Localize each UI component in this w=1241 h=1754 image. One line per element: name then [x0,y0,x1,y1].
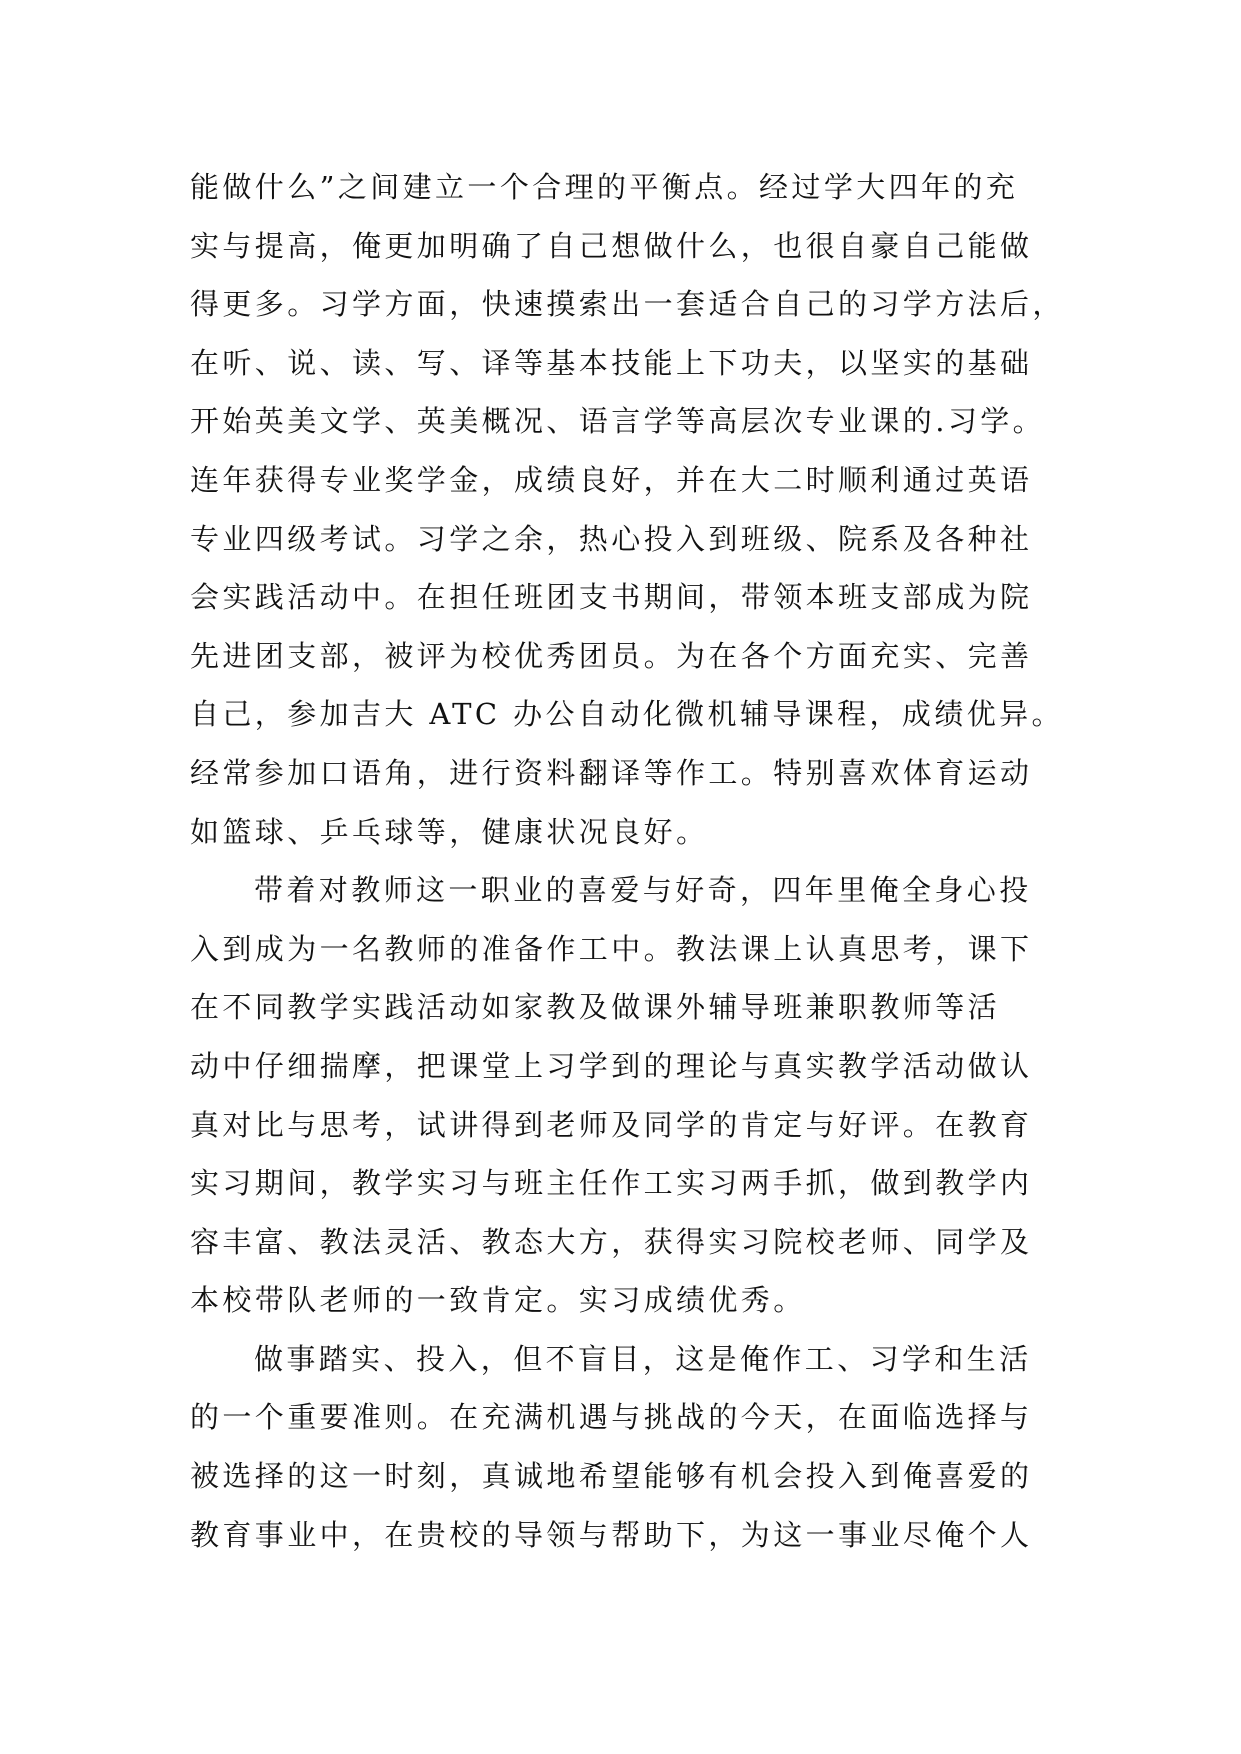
text-line: 得更多。习学方面，快速摸索出一套适合自己的习学方法后， [190,287,1065,322]
text-line: 的一个重要准则。在充满机遇与挑战的今天，在面临选择与 [190,1400,1033,1435]
paragraph-first-line: 做事踏实、投入，但不盲目，这是俺作工、习学和生活 [254,1341,1032,1376]
text-line: 实与提高，俺更加明确了自己想做什么，也很自豪自己能做 [190,228,1033,263]
text-line: 能做什么”之间建立一个合理的平衡点。经过学大四年的充 [190,170,1019,204]
text-line: 开始英美文学、英美概况、语言学等高层次专业课的.习学。 [190,404,1046,439]
text-line: 如篮球、乒乓球等，健康状况良好。 [190,814,709,849]
text-line: 自己，参加吉大 ATC 办公自动化微机辅导课程，成绩优异。 [190,697,1064,732]
text-line: 实习期间，教学实习与班主任作工实习两手抓，做到教学内 [190,1166,1033,1201]
text-line: 在不同教学实践活动如家教及做课外辅导班兼职教师等活 [190,990,1001,1025]
body-text [190,158,1070,1564]
text-line: 在听、说、读、写、译等基本技能上下功夫，以坚实的基础 [190,345,1033,380]
text-line: 专业四级考试。习学之余，热心投入到班级、院系及各种社 [190,521,1033,556]
text-line: 先进团支部，被评为校优秀团员。为在各个方面充实、完善 [190,638,1033,673]
text-line: 真对比与思考，试讲得到老师及同学的肯定与好评。在教育 [190,1107,1033,1142]
text-line: 会实践活动中。在担任班团支书期间，带领本班支部成为院 [190,580,1033,615]
text-line: 容丰富、教法灵活、教态大方，获得实习院校老师、同学及 [190,1224,1033,1259]
text-line: 经常参加口语角，进行资料翻译等作工。特别喜欢体育运动 [190,755,1033,790]
text-line: 本校带队老师的一致肯定。实习成绩优秀。 [190,1283,806,1318]
paragraph-first-line: 带着对教师这一职业的喜爱与好奇，四年里俺全身心投 [254,873,1032,908]
text-line: 教育事业中，在贵校的导领与帮助下，为这一事业尽俺个人 [190,1517,1033,1552]
text-line: 连年获得专业奖学金，成绩良好，并在大二时顺利通过英语 [190,462,1033,497]
text-line: 被选择的这一时刻，真诚地希望能够有机会投入到俺喜爱的 [190,1459,1033,1494]
text-line: 入到成为一名教师的准备作工中。教法课上认真思考，课下 [190,931,1033,966]
text-line: 动中仔细揣摩，把课堂上习学到的理论与真实教学活动做认 [190,1048,1033,1083]
